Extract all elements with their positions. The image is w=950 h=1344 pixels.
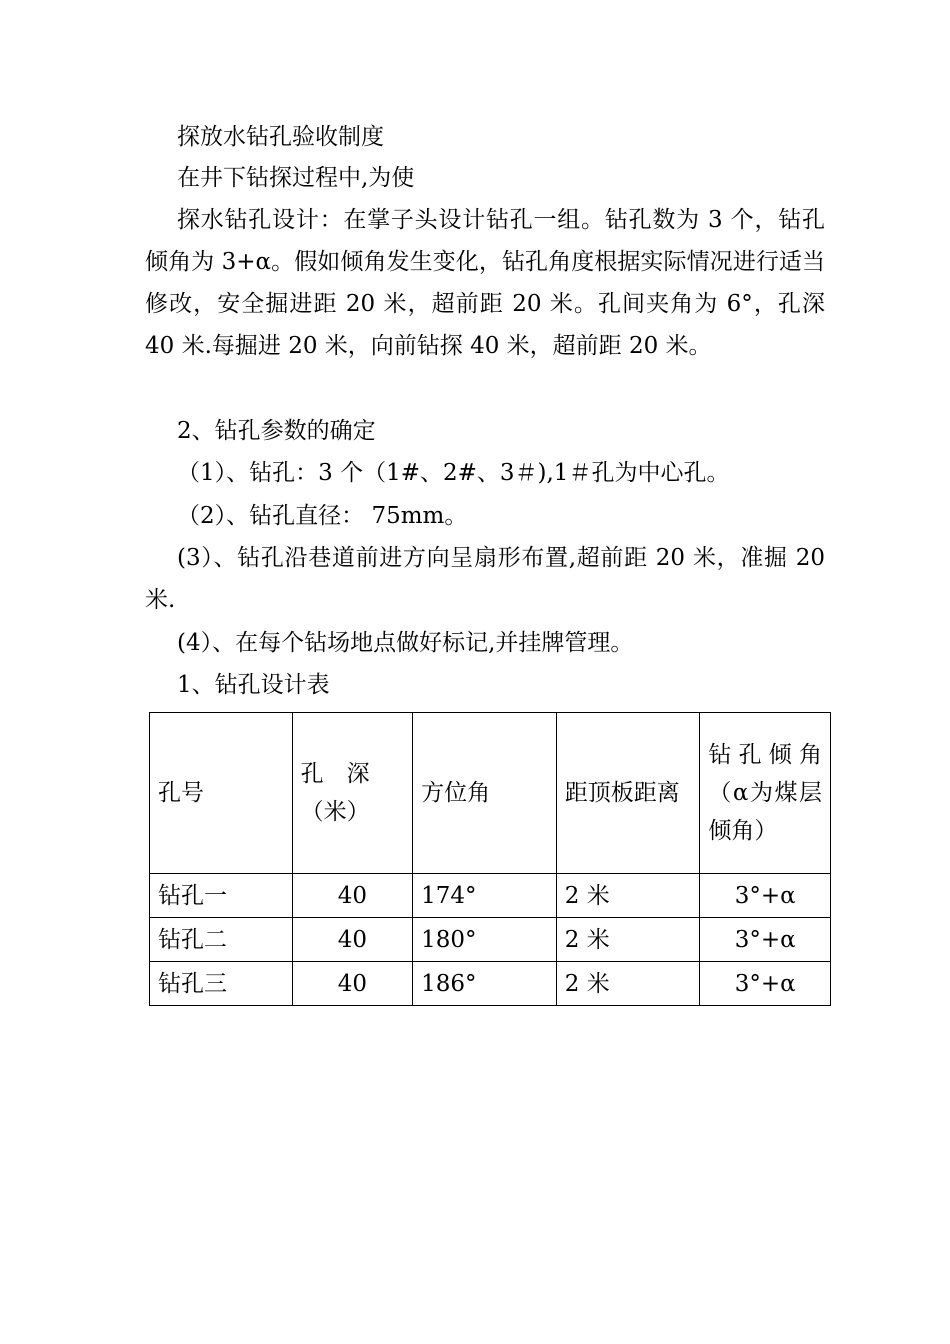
table-header-row xyxy=(150,713,831,874)
table-row xyxy=(150,918,831,962)
cell-hole: 钻孔二 xyxy=(150,918,293,962)
cell-inclination: 3°+α xyxy=(700,918,831,962)
cell-hole: 钻孔一 xyxy=(150,874,293,918)
cell-depth: 40 xyxy=(292,962,413,1006)
cell-roof-distance: 2 米 xyxy=(556,874,700,918)
item-1: （1）、钻孔：3 个（1#、2#、3＃),1＃孔为中心孔。 xyxy=(177,460,730,486)
header-roof-distance: 距顶板距离 xyxy=(556,713,700,874)
design-paragraph: 探水钻孔设计：在掌子头设计钻孔一组。钻孔数为 3 个，钻孔倾角为 3+α。假如倾角发生变化，钻孔角度根据实际情况进行适当修改，安全掘进距 20 米，超前距 20 米。孔间夹角为 6°，孔深 40 米.每掘进 20 米，向前钻探 40 米，超前距 20 米。 xyxy=(145,207,825,359)
document-title: 探放水钻孔验收制度 xyxy=(177,124,384,150)
cell-azimuth: 174° xyxy=(413,874,557,918)
cell-depth: 40 xyxy=(292,874,413,918)
intro-line: 在井下钻探过程中,为使 xyxy=(177,165,415,191)
header-depth: 孔 深（米） xyxy=(292,713,413,874)
cell-inclination: 3°+α xyxy=(700,962,831,1006)
cell-azimuth: 186° xyxy=(413,962,557,1006)
table-row xyxy=(150,874,831,918)
table-row xyxy=(150,962,831,1006)
section2-heading: 2、钻孔参数的确定 xyxy=(177,418,376,444)
item-3: (3）、钻孔沿巷道前进方向呈扇形布置,超前距 20 米，准掘 20 米. xyxy=(145,545,825,613)
item-4: (4）、在每个钻场地点做好标记,并挂牌管理。 xyxy=(177,630,634,656)
cell-hole: 钻孔三 xyxy=(150,962,293,1006)
header-azimuth: 方位角 xyxy=(413,713,557,874)
section1-heading: 1、钻孔设计表 xyxy=(177,672,330,698)
header-hole-number: 孔号 xyxy=(150,713,293,874)
item-2: （2）、钻孔直径： 75mm。 xyxy=(177,503,468,529)
cell-depth: 40 xyxy=(292,918,413,962)
cell-inclination: 3°+α xyxy=(700,874,831,918)
drill-design-table xyxy=(149,712,831,1006)
cell-roof-distance: 2 米 xyxy=(556,918,700,962)
cell-azimuth: 180° xyxy=(413,918,557,962)
cell-roof-distance: 2 米 xyxy=(556,962,700,1006)
header-inclination: 钻孔倾角（α为煤层倾角） xyxy=(700,713,831,874)
